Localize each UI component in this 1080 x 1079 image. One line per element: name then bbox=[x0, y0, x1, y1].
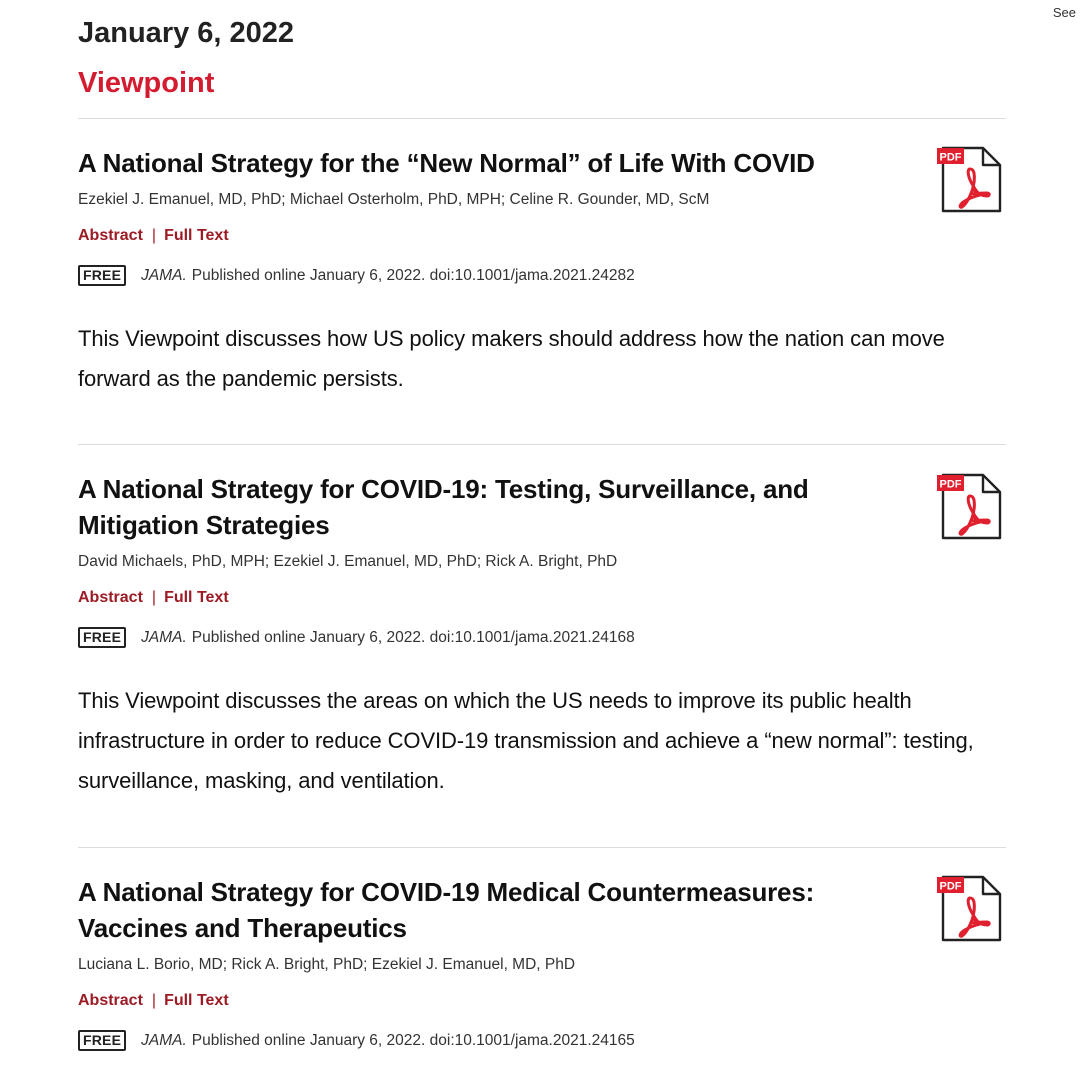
pdf-download-icon[interactable] bbox=[937, 145, 1003, 213]
article-links bbox=[78, 226, 1006, 246]
full-text-link[interactable]: Full Text bbox=[164, 589, 229, 606]
article-item bbox=[78, 847, 1006, 1051]
article-title[interactable]: A National Strategy for COVID-19: Testing, Surveillance, and Mitigation Strategies bbox=[78, 474, 809, 540]
article-item bbox=[78, 444, 1006, 801]
pdf-label: PDF bbox=[939, 151, 962, 164]
free-badge: FREE bbox=[78, 1030, 126, 1051]
publication-info: Published online January 6, 2022. doi:10.1001/jama.2021.24168 bbox=[191, 628, 635, 646]
abstract-link[interactable]: Abstract bbox=[78, 992, 143, 1009]
article-title[interactable]: A National Strategy for COVID-19 Medical Countermeasures: Vaccines and Therapeutics bbox=[78, 877, 815, 943]
full-text-link[interactable]: Full Text bbox=[164, 992, 229, 1009]
journal-name: JAMA. bbox=[141, 628, 187, 646]
journal-name: JAMA. bbox=[141, 1031, 187, 1049]
section-heading: Viewpoint bbox=[78, 67, 215, 99]
link-separator: | bbox=[151, 227, 157, 244]
journal-name: JAMA. bbox=[141, 266, 187, 284]
pdf-download-icon[interactable] bbox=[937, 874, 1003, 942]
article-links bbox=[78, 991, 1006, 1011]
free-badge: FREE bbox=[78, 627, 126, 648]
article-summary: This Viewpoint discusses how US policy makers should address how the nation can move forward as the pandemic persists. bbox=[78, 326, 945, 391]
pdf-label: PDF bbox=[939, 880, 962, 893]
article-links bbox=[78, 588, 1006, 608]
date-heading: January 6, 2022 bbox=[78, 17, 295, 49]
abstract-link[interactable]: Abstract bbox=[78, 227, 143, 244]
article-title[interactable]: A National Strategy for the “New Normal” of Life With COVID bbox=[78, 148, 815, 178]
full-text-link[interactable]: Full Text bbox=[164, 227, 229, 244]
article-citation bbox=[78, 265, 1006, 286]
article-citation bbox=[78, 1030, 1006, 1051]
see-link[interactable]: See bbox=[1052, 5, 1076, 20]
publication-info: Published online January 6, 2022. doi:10.1001/jama.2021.24282 bbox=[191, 266, 635, 284]
article-authors: Ezekiel J. Emanuel, MD, PhD; Michael Osterholm, PhD, MPH; Celine R. Gounder, MD, ScM bbox=[78, 191, 710, 208]
article-citation bbox=[78, 627, 1006, 648]
article-summary: This Viewpoint discusses the areas on which the US needs to improve its public health infrastructure in order to reduce COVID-19 transmission and achieve a “new normal”: testing, surveillance, masking, and ventilation. bbox=[78, 688, 974, 793]
link-separator: | bbox=[151, 992, 157, 1009]
article-authors: David Michaels, PhD, MPH; Ezekiel J. Emanuel, MD, PhD; Rick A. Bright, PhD bbox=[78, 553, 618, 570]
abstract-link[interactable]: Abstract bbox=[78, 589, 143, 606]
pdf-label: PDF bbox=[939, 478, 962, 491]
article-authors: Luciana L. Borio, MD; Rick A. Bright, PhD; Ezekiel J. Emanuel, MD, PhD bbox=[78, 956, 576, 973]
publication-info: Published online January 6, 2022. doi:10.1001/jama.2021.24165 bbox=[191, 1031, 635, 1049]
article-item bbox=[78, 118, 1006, 399]
link-separator: | bbox=[151, 589, 157, 606]
free-badge: FREE bbox=[78, 265, 126, 286]
pdf-download-icon[interactable] bbox=[937, 472, 1003, 540]
